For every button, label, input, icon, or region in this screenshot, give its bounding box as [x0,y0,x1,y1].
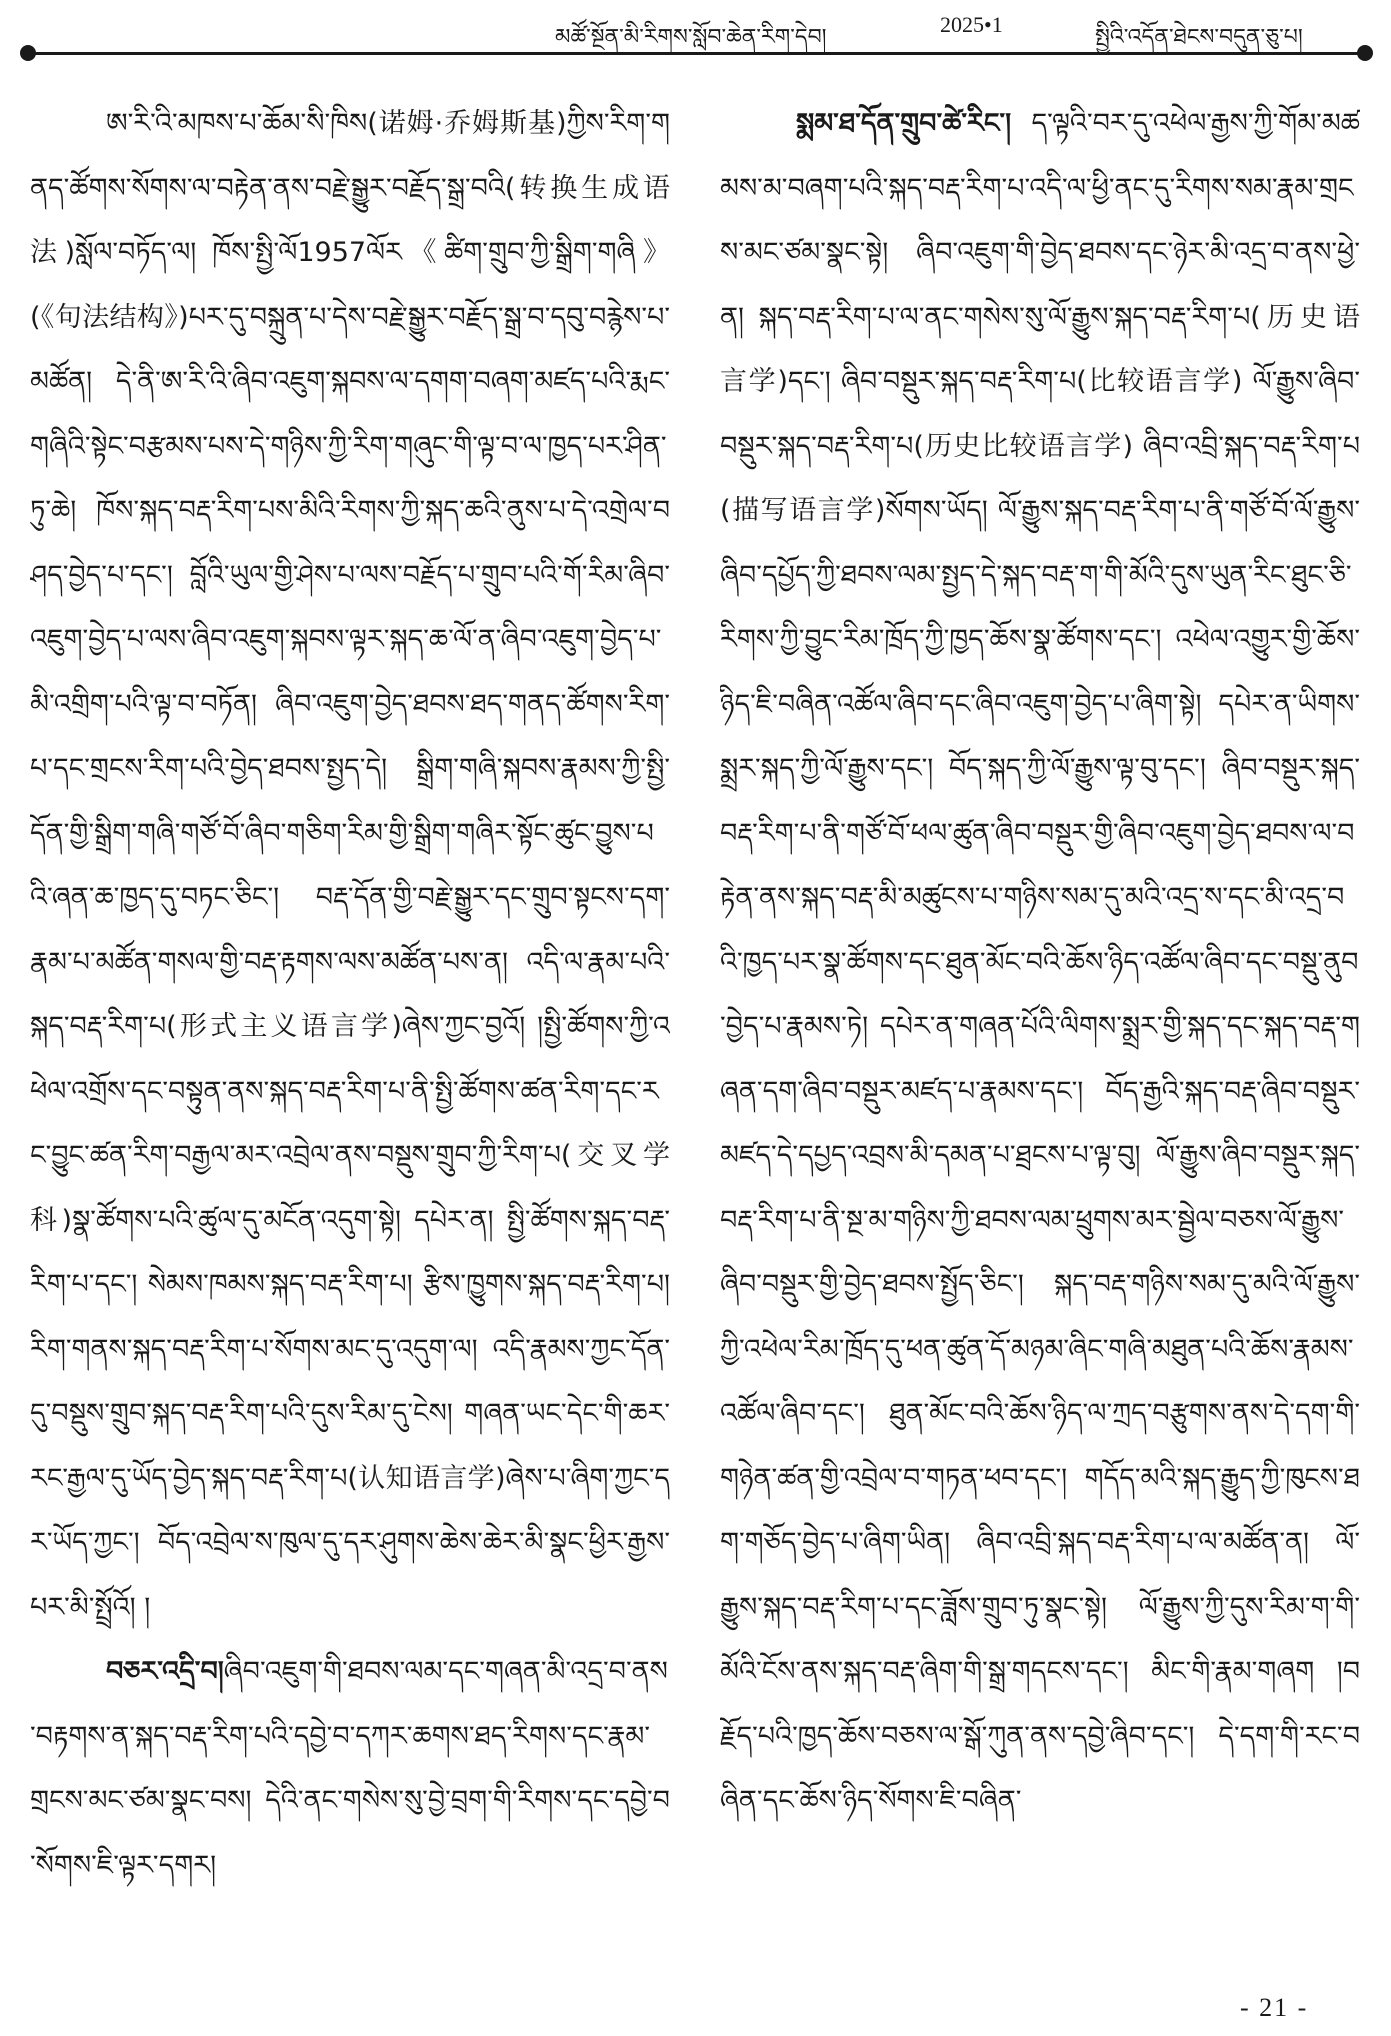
left-column [30,92,670,1972]
interviewer-label: བཅར་འདྲི་བ། [106,1656,224,1687]
journal-title: མཚོ་སྔོན་མི་རིགས་སློབ་ཆེན་རིག་དེབ། [555,25,827,50]
left-paragraph-2 [30,1640,670,1898]
interviewee-label: སྨམ་ཐ་དོན་གྲུབ་ཚེ་རིང་། [796,108,1012,139]
running-header [0,0,1391,58]
interviewee-answer: ད་ལྟའི་བར་དུ་འཕེལ་རྒྱས་ཀྱི་གོམ་མཚམས་མ་བཞག་པའི་སྐད་བརྡ་རིག་པ་འདི་ལ་ཕྱི་ནང་དུ་རིགས་སམ་རྣམ་གྲངས་མང་ཙམ་སྣང་སྟེ། ཞིབ་འཇུག་གི་བྱེད་ཐབས་དང་ཉེར་མི་འདྲ་བ་ནས་ཕྱེ་ན། སྐད་བརྡ་རིག་པ་ལ་ནང་གསེས་སུ་ལོ་རྒྱུས་སྐད་བརྡ་རིག་པ(历史语言学)དང་། ཞིབ་བསྡུར་སྐད་བརྡ་རིག་པ(比较语言学) ལོ་རྒྱུས་ཞིབ་བསྡུར་སྐད་བརྡ་རིག་པ(历史比较语言学) ཞིབ་འབྲི་སྐད་བརྡ་རིག་པ(描写语言学)སོགས་ཡོད། ལོ་རྒྱུས་སྐད་བརྡ་རིག་པ་ནི་གཙོ་བོ་ལོ་རྒྱུས་ཞིབ་དཔྱོད་ཀྱི་ཐབས་ལམ་སྤྱད་དེ་སྐད་བརྡ་ག་གི་མོའི་དུས་ཡུན་རིང་ཐུང་ཅི་རིགས་ཀྱི་བྱུང་རིམ་ཁྲོད་ཀྱི་ཁྱད་ཆོས་སྣ་ཚོགས་དང་། འཕེལ་འགྱུར་གྱི་ཆོས་ཉིད་ཇི་བཞིན་འཚོལ་ཞིབ་དང་ཞིབ་འཇུག་བྱེད་པ་ཞིག་སྟེ། དཔེར་ན་ཡིགས་སྨྲར་སྐད་ཀྱི་ལོ་རྒྱུས་དང་། བོད་སྐད་ཀྱི་ལོ་རྒྱུས་ལྟ་བུ་དང་། ཞིབ་བསྡུར་སྐད་བརྡ་རིག་པ་ནི་གཙོ་བོ་ཕལ་ཚུན་ཞིབ་བསྡུར་གྱི་ཞིབ་འཇུག་བྱེད་ཐབས་ལ་བརྟེན་ནས་སྐད་བརྡ་མི་མཚུངས་པ་གཉིས་སམ་དུ་མའི་འདྲ་ས་དང་མི་འདྲ་བའི་ཁྱད་པར་སྣ་ཚོགས་དང་ཐུན་མོང་བའི་ཆོས་ཉིད་འཚོལ་ཞིབ་དང་བསྡུ་ནུབ་བྱེད་པ་རྣམས་ཏེ། དཔེར་ན་གཞན་པོའི་ལིགས་སྨྲར་གྱི་སྐད་དང་སྐད་བརྡ་གཞན་དག་ཞིབ་བསྡུར་མཛད་པ་རྣམས་དང་། བོད་རྒྱའི་སྐད་བརྡ་ཞིབ་བསྡུར་མཛད་དེ་དཔྱད་འབྲས་མི་དམན་པ་ཐྲངས་པ་ལྟ་བུ། ལོ་རྒྱུས་ཞིབ་བསྡུར་སྐད་བརྡ་རིག་པ་ནི་སྔ་མ་གཉིས་ཀྱི་ཐབས་ལམ་ཕྲུགས་མར་སྦྱེལ་བཅས་ལོ་རྒྱུས་ཞིབ་བསྡུར་གྱི་བྱེད་ཐབས་སྤྱོད་ཅིང་། སྐད་བརྡ་གཉིས་སམ་དུ་མའི་ལོ་རྒྱུས་ཀྱི་འཕེལ་རིམ་ཁྲོད་དུ་ཕན་ཚུན་དོ་མཉམ་ཞིང་གཞི་མཐུན་པའི་ཆོས་རྣམས་འཚོལ་ཞིབ་དང་། ཐུན་མོང་བའི་ཆོས་ཉིད་ལ་ཀྲད་བརྩུགས་ནས་དེ་དག་གི་གཉེན་ཚན་གྱི་འབྲེལ་བ་གཏན་ཕབ་དང་། གདོད་མའི་སྐད་རྒྱུད་ཀྱི་ཁུངས་ཐག་གཅོད་བྱེད་པ་ཞིག་ཡིན། ཞིབ་འབྲི་སྐད་བརྡ་རིག་པ་ལ་མཚོན་ན། ལོ་རྒྱུས་སྐད་བརྡ་རིག་པ་དང་ཟློས་གྲུབ་ཏུ་སྣང་སྟེ། ལོ་རྒྱུས་ཀྱི་དུས་རིམ་ག་གི་མོའི་ངོས་ནས་སྐད་བརྡ་ཞིག་གི་སྒྲ་གདངས་དང་། མིང་གི་རྣམ་གཞག །བརྗོད་པའི་ཁྱད་ཆོས་བཅས་ལ་སྒོ་ཀུན་ནས་དབྱེ་ཞིབ་དང་། དེ་དག་གི་རང་བཞིན་དང་ཆོས་ཉིད་སོགས་ཇི་བཞིན་ [720,108,1360,1816]
rule-end-dot-right [1357,45,1373,61]
page-number: - 21 - [1240,1993,1309,2022]
section-title: སྤྱིའི་འདོན་ཐེངས་བདུན་ཅུ་པ། [1095,25,1303,50]
header-rule [26,52,1366,55]
interviewer-question: ཞིབ་འཇུག་གི་ཐབས་ལམ་དང་གཞན་མི་འདྲ་བ་ནས་བརྟགས་ན་སྐད་བརྡ་རིག་པའི་དབྱེ་བ་དཀར་ཆགས་ཐད་རིགས་དང་རྣམ་གྲངས་མང་ཙམ་སྣང་བས། དེའི་ནང་གསེས་སུ་བྱེ་བྲག་གི་རིགས་དང་དབྱེ་བ་སོགས་ཇི་ལྟར་དགར། [30,1656,670,1881]
left-paragraph-1: ཨ་རི་འི་མཁས་པ་ཆོམ་སི་ཁིས(诺姆·乔姆斯基)ཀྱིས་རིག་གནད་ཚོགས་སོགས་ལ་བརྟེན་ནས་བརྗེ་སྒྱུར་བརྗོད་སྒྲ་བའི(转换生成语法)སློལ་བཏོད་ལ། ཁོས་སྤྱི་ལོ1957ལོར《ཚིག་གྲུབ་ཀྱི་སྒྲིག་གཞི》(《句法结构》)པར་དུ་བསྐྲུན་པ་དེས་བརྗེ་སྒྱུར་བརྗོད་སྒྲ་བ་དབུ་བརྙེས་པ་མཚོན། དེ་ནི་ཨ་རི་འི་ཞིབ་འཇུག་སྐབས་ལ་དགག་བཞག་མཛད་པའི་རྨང་གཞིའི་སྟེང་བརྩམས་པས་དེ་གཉིས་ཀྱི་རིག་གཞུང་གི་ལྟ་བ་ལ་ཁྱད་པར་ཤིན་ཏུ་ཆེ། ཁོས་སྐད་བརྡ་རིག་པས་མིའི་རིགས་ཀྱི་སྐད་ཆའི་ནུས་པ་དེ་འགྲེལ་བཤད་བྱེད་པ་དང་། བློའི་ཡུལ་གྱི་ཤེས་པ་ལས་བརྗོད་པ་གྲུབ་པའི་གོ་རིམ་ཞིབ་འཇུག་བྱེད་པ་ལས་ཞིབ་འཇུག་སྐབས་ལྟར་སྐད་ཆ་ལོ་ན་ཞིབ་འཇུག་བྱེད་པ་མི་འགྲིག་པའི་ལྟ་བ་བཏོན། ཞིབ་འཇུག་བྱེད་ཐབས་ཐད་གནད་ཚོགས་རིག་པ་དང་གྲངས་རིག་པའི་བྱེད་ཐབས་སྤྱད་དེ། སྒྲིག་གཞི་སྐབས་རྣམས་ཀྱི་སྤྱི་དོན་གྱི་སྒྲིག་གཞི་གཙོ་བོ་ཞིབ་གཅིག་རིམ་གྱི་སྒྲིག་གཞིར་སྟོང་ཚུང་བྱུས་པའི་ཞན་ཆ་ཁྱད་དུ་བཏང་ཅིང་། བརྡ་དོན་གྱི་བརྗེ་སྒྱུར་དང་གྲུབ་སྟངས་དག་རྣམ་པ་མཚོན་གསལ་གྱི་བརྡ་རྟགས་ལས་མཚོན་པས་ན། འདི་ལ་རྣམ་པའི་སྐད་བརྡ་རིག་པ(形式主义语言学)ཞེས་ཀྱང་བྱའོ། །སྤྱི་ཚོགས་ཀྱི་འཕེལ་འགྲོས་དང་བསྟུན་ནས་སྐད་བརྡ་རིག་པ་ནི་སྤྱི་ཚོགས་ཚན་རིག་དང་རང་བྱུང་ཚན་རིག་བརྒྱལ་མར་འབྲེལ་ནས་བསྡུས་གྲུབ་ཀྱི་རིག་པ(交叉学科)སྣ་ཚོགས་པའི་ཚུལ་དུ་མངོན་འདུག་སྟེ། དཔེར་ན། སྤྱི་ཚོགས་སྐད་བརྡ་རིག་པ་དང་། སེམས་ཁམས་སྐད་བརྡ་རིག་པ། རྩིས་ཁྱུགས་སྐད་བརྡ་རིག་པ། རིག་གནས་སྐད་བརྡ་རིག་པ་སོགས་མང་དུ་འདུག་ལ། འདི་རྣམས་ཀྱང་དོན་དུ་བསྡུས་གྲུབ་སྐད་བརྡ་རིག་པའི་དུས་རིམ་དུ་ངེས། གཞན་ཡང་དེང་གི་ཆར་རང་རྒྱལ་དུ་ཡོད་བྱེད་སྐད་བརྡ་རིག་པ(认知语言学)ཞེས་པ་ཞིག་ཀྱང་དར་ཡོད་ཀྱང་། བོད་འབྲེལ་ས་ཁུལ་དུ་དར་ཤུགས་ཆེས་ཆེར་མི་སྣང་ཕྱིར་རྒྱས་པར་མི་སྤྲོའོ། ། [30,108,670,1623]
right-paragraph-1 [720,92,1360,1834]
right-column [720,92,1360,1972]
issue-number: 2025•1 [940,12,1003,37]
